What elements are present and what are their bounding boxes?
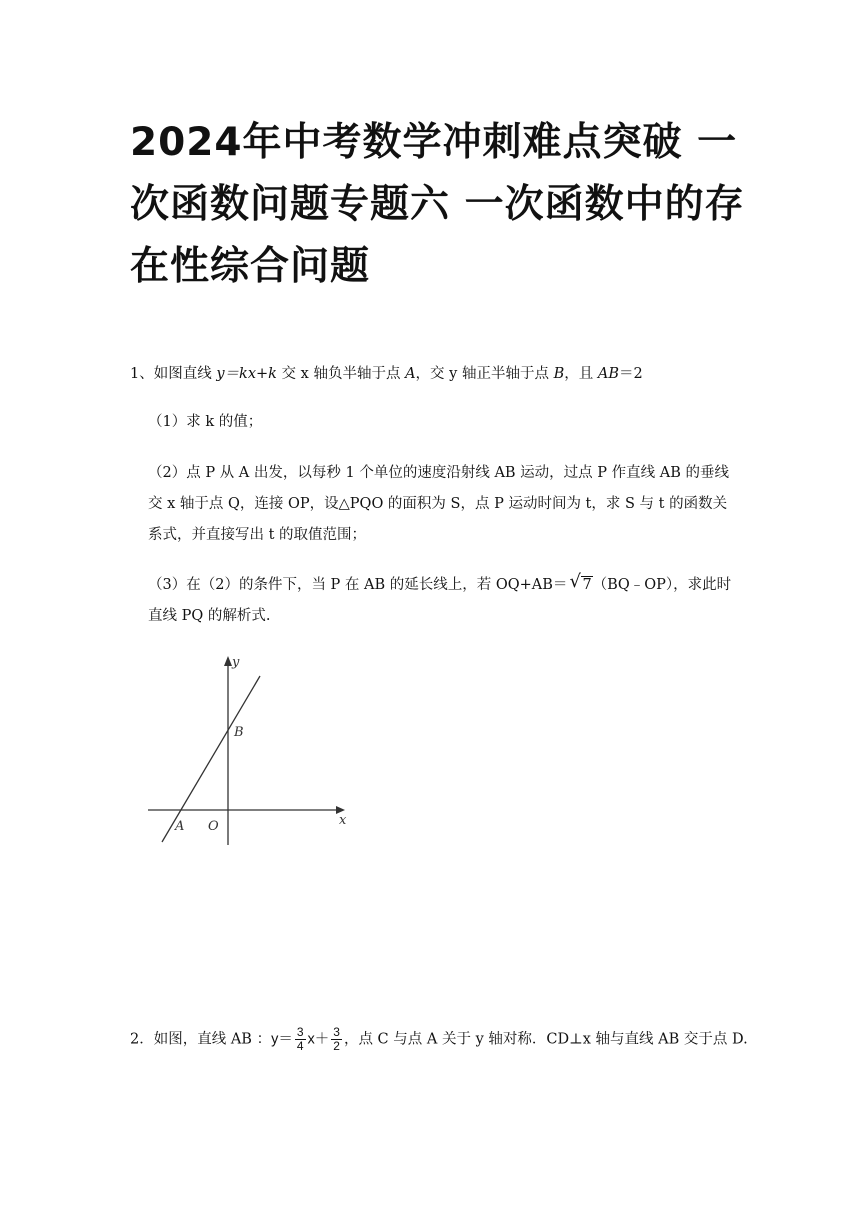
coordinate-figure: [140, 650, 360, 850]
label-a: A: [175, 819, 185, 834]
label-o: O: [208, 819, 219, 834]
fraction-3-4: $\frac{3}{4}$: [296, 1025, 304, 1053]
label-x: x: [339, 813, 347, 828]
square-root: √ 7: [569, 571, 592, 593]
label-b: B: [234, 725, 244, 740]
line-ab: [162, 676, 260, 842]
question-1-part-2: （2）点 P 从 A 出发，以每秒 1 个单位的速度沿射线 AB 运动，过点 P 作直线 AB 的垂线交 x 轴于点 Q，连接 OP，设△PQO 的面积为 S，点 P 运动时间为 t，求 S 与 t 的函数关系式，并直接写出 t 的取值范围；: [148, 465, 729, 543]
y-axis-arrow: [224, 656, 232, 666]
question-2-stem: 2．如图，直线 AB ：y＝ $\frac{3}{4}$ x＋ $\frac{3}{2}$ ，点 C 与点 A 关于 y 轴对称．CD⊥x 轴与直线 AB 交于点 D.: [130, 1025, 748, 1053]
fraction-3-2: $\frac{3}{2}$: [333, 1025, 340, 1053]
label-y: y: [232, 655, 240, 670]
question-1-part-3: （3）在（2）的条件下，当 P 在 AB 的延长线上，若 OQ+AB＝ √ 7（BQ﹣OP），求此时直线 PQ 的解析式.: [148, 571, 732, 624]
question-1-stem: 1、如图直线 y＝kx+k 交 x 轴负半轴于点 A，交 y 轴正半轴于点 B，且 AB＝2: [130, 366, 643, 382]
document-title: 2024年中考数学冲刺难点突破 一次函数问题专题六 一次函数中的存在性综合问题: [130, 120, 745, 289]
question-1-part-1: （1）求 k 的值；: [148, 414, 263, 430]
